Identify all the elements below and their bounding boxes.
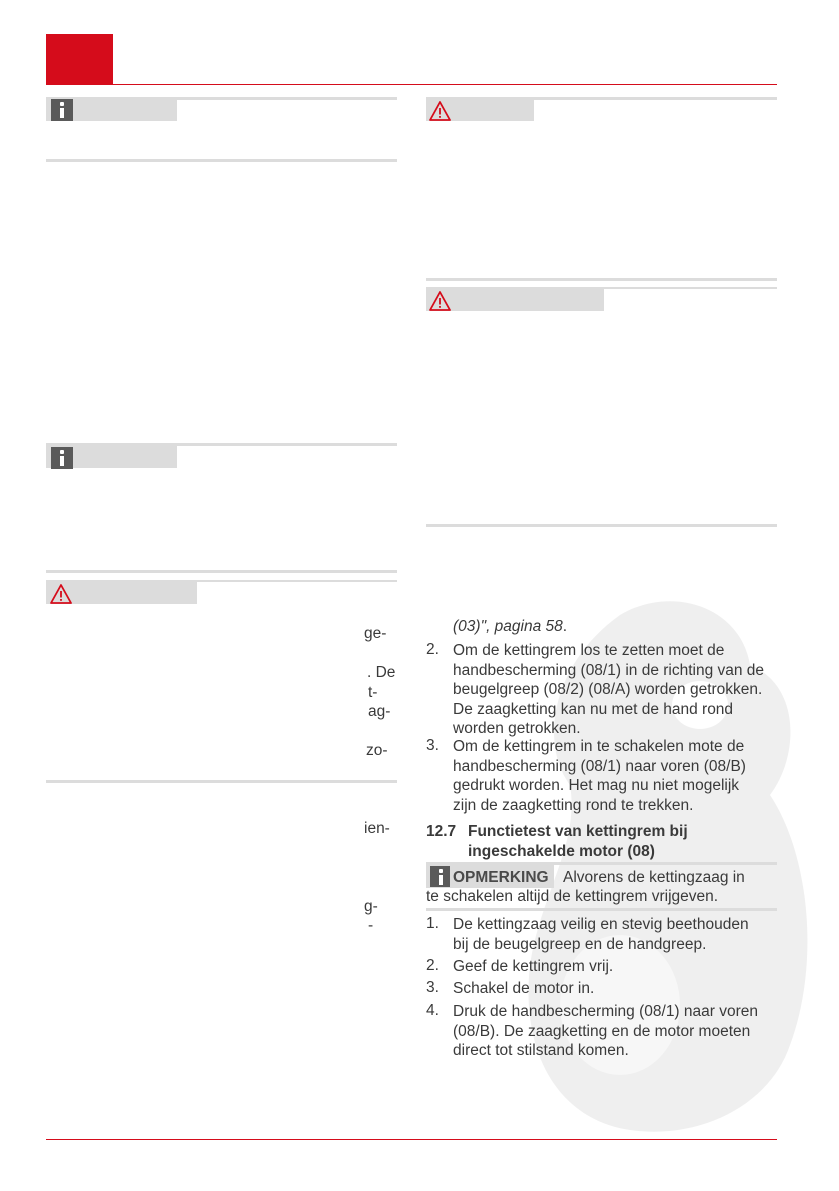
step-text: Geef de kettingrem vrij. [453,958,614,975]
note-label: OPMERKING [453,869,549,886]
section-number: 12.7 [426,823,457,840]
step-number: 3. [426,979,439,996]
info-box-rule-bottom [46,159,397,162]
chapter-marker [46,34,113,85]
step-number: 2. [426,957,439,974]
continuation-text: (03)", pagina 58. [453,618,568,635]
text-fragment: t- [368,684,378,701]
info-icon [51,447,73,469]
step-text: Om de kettingrem in te schakelen mote de handbescherming (08/1) naar voren (08/B) gedrukt worden. Het mag nu niet mogelijk zijn de zaagketting rond te trekken. [453,738,746,814]
warning-icon [50,583,72,605]
step-number: 3. [426,737,439,754]
text-fragment: ag- [368,703,391,720]
section-title: Functietest van kettingrem bij ingeschakelde motor (08) [468,823,688,860]
info-icon [51,99,73,121]
warning-icon [429,100,451,122]
note-text: Alvorens de kettingzaag in [563,869,745,886]
text-fragment: g- [364,898,378,915]
warning-tag [426,289,604,311]
text-fragment: zo- [366,742,388,759]
note-text: te schakelen altijd de kettingrem vrijgeven. [426,888,719,905]
warning-box-rule-bottom [426,524,777,527]
text-fragment: - [368,917,374,934]
text-fragment: ge- [364,625,387,642]
step-text: Om de kettingrem los te zetten moet de handbescherming (08/1) in de richting van de beugelgreep (08/2) (08/A) worden getrokken. De zaagketting kan nu met de hand rond worden getrokken. [453,642,765,737]
step-number: 1. [426,915,439,932]
note-rule-bottom [426,908,777,911]
text-fragment: . De [367,664,396,681]
step-text: De kettingzaag veilig en stevig beethouden bij de beugelgreep en de handgreep. [453,916,749,953]
warning-icon [429,290,451,312]
step-number: 4. [426,1002,439,1019]
warning-box-rule-bottom [46,780,397,783]
step-number: 2. [426,641,439,658]
step-text: Schakel de motor in. [453,980,595,997]
info-box-rule-bottom [46,570,397,573]
header-rule [46,84,777,85]
text-fragment: ien- [364,820,390,837]
info-icon [430,866,450,887]
warning-box-rule-bottom [426,278,777,281]
step-text: Druk de handbescherming (08/1) naar voren (08/B). De zaagketting en de motor moeten direct tot stilstand komen. [453,1003,759,1059]
